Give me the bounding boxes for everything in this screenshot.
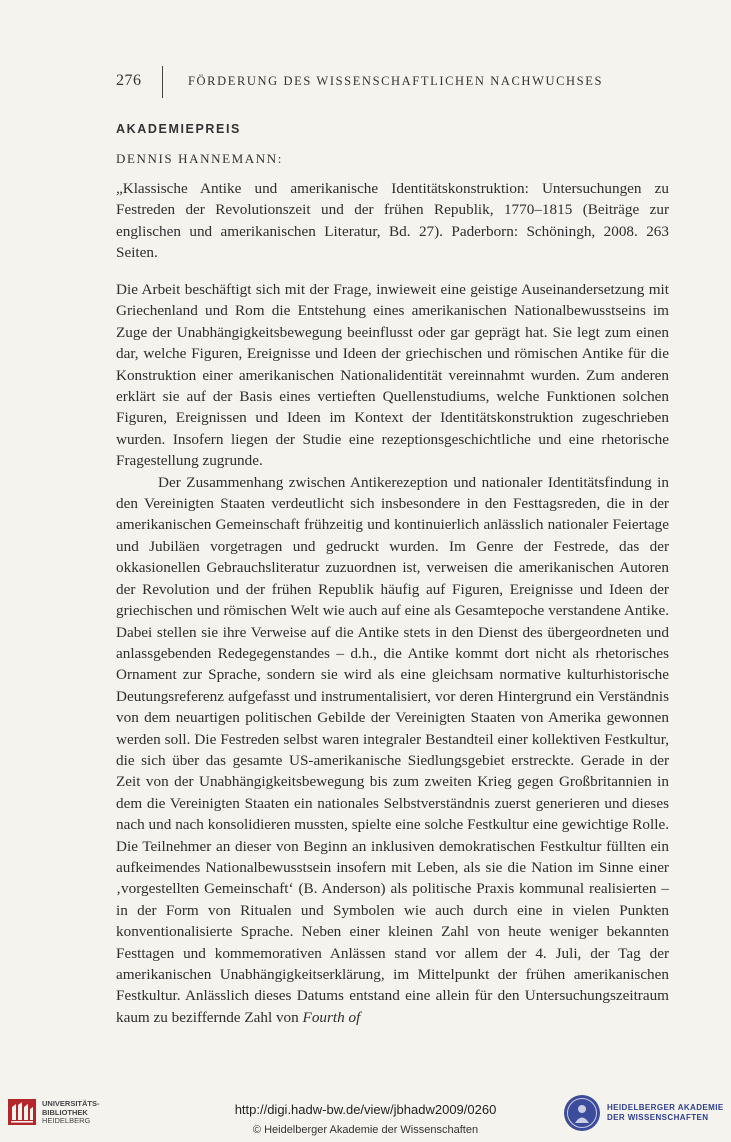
author-name: DENNIS HANNEMANN:	[116, 151, 283, 166]
paragraph-italic-tail: Fourth of	[302, 1008, 361, 1026]
source-url-link[interactable]: http://digi.hadw-bw.de/view/jbhadw2009/0260	[234, 1102, 497, 1117]
running-title: FÖRDERUNG DES WISSENSCHAFTLICHEN NACHWUCHSES	[188, 74, 603, 88]
library-logo-line: HEIDELBERG	[42, 1116, 91, 1126]
academy-logo-line: DER WISSENSCHAFTEN	[607, 1113, 709, 1122]
paragraph: Die Arbeit beschäftigt sich mit der Frage, inwieweit eine geistige Auseinandersetzung mit Griechenland und Rom die Entstehung eines amerikanischen Nationalbewusstseins im Zuge der Unabhängigkeitsbewegung beeinflusst oder gar geprägt hat. Sie legt zum einen dar, welche Figuren, Ereignisse und Ideen der griechischen und römischen Antike für die Konstruktion einer amerikanischen Nationalidentität vereinnahmt wurden. Zum anderen erklärt sie auf der Basis eines vertieften Quellenstudiums, welche Funktionen solchen Figuren, Ereignissen und Ideen im Kontext der Identitätskonstruktion zugeschrieben wurden. Insofern liegen der Studie eine rezeptionsgeschichtliche und eine rhetorische Fragestellung zugrunde.	[116, 281, 669, 470]
library-logo-line: UNIVERSITÄTS-	[42, 1099, 100, 1108]
header-divider	[162, 66, 163, 98]
paragraph-text: Der Zusammenhang zwischen Antikerezeption und nationaler Identitätsfindung in den Vereinigten Staaten verdeutlicht sich insbesondere in den Festtagsreden, die in der amerikanischen Gemeinschaft frühzeitig und kontinuierlich anlässlich nationaler Feiertage und Jubiläen vorgetragen und gedruckt wurden. Im Genre der Festrede, das der okkasionellen Gebrauchsliteratur zuzuordnen ist, verweisen die amerikanischen Autoren der Revolution und der frühen Republik häufig auf Figuren, Ereignisse und Ideen der griechischen und römischen Welt wie auch auf eine als Gesamtepoche verstandene Antike. Dabei stellen sie ihre Verweise auf die Antike stets in den Dienst des übergeordneten und anlassgebenden Redegegenstandes – d.h., die Antike kommt dort nicht als rhetorisches Ornament zur Sprache, sondern sie wird als eine gleichsam normative kulturhistorische Deutungsreferenz aufgefasst und instrumentalisiert, vor deren Hintergrund ein Verständnis von dem neuartigen politischen Gebilde der Vereinigten Staaten von Amerika gewonnen werden soll. Die Festreden selbst waren integraler Bestandteil einer kollektiven Festkultur, die sich über das gesamte US-amerikanische Siedlungsgebiet erstreckte. Gerade in der Zeit von der Unabhängigkeitsbewegung bis zum zweiten Krieg gegen Großbritannien in dem die Vereinigten Staaten ein nationales Selbstverständnis zuerst generieren und dieses nach und nach konsolidieren mussten, spielte eine solche Festkultur eine gewichtige Rolle. Die Teilnehmer an dieser von Beginn an inklusiven demokratischen Festkultur füllten ein aufkeimendes Nationalbewusstsein insofern mit Leben, als sie die Nation im Sinne einer ‚vorgestellten Gemeinschaft‘ (B. Anderson) als politische Praxis kommunal realisierten – in der Form von Ritualen und Symbolen wie auch durch eine in vielen Punkten konventionalisierte Sprache. Neben einer kleinen Zahl von heute weniger bekannten Festtagen und kommemorativen Anlässen stand vor allem der 4. Juli, der Tag der amerikanischen Unabhängigkeitserklärung, im Mittelpunkt der frühen amerikanischen Festkultur. Anlässlich dieses Datums entstand eine allein für den Untersuchungszeitraum kaum zu beziffernde Zahl von	[116, 473, 669, 1026]
running-head	[116, 66, 676, 98]
book-citation: „Klassische Antike und amerikanische Identitätskonstruktion: Untersuchungen zu Festreden der Revolutionszeit und der frühen Republik, 1770–1815 (Beiträge zur englischen und amerikanischen Literatur, Bd. 27). Paderborn: Schöningh, 2008. 263 Seiten.	[116, 180, 669, 262]
academy-seal-icon	[563, 1094, 601, 1132]
academy-logo[interactable]	[563, 1094, 727, 1134]
library-logo-line: BIBLIOTHEK	[42, 1107, 88, 1117]
paragraph	[116, 472, 669, 1029]
section-label: AKADEMIEPREIS	[116, 122, 241, 136]
academy-logo-line: HEIDELBERGER AKADEMIE	[607, 1103, 724, 1112]
academy-logo-text	[607, 1103, 724, 1123]
copyright-notice: © Heidelberger Akademie der Wissenschaften	[252, 1124, 479, 1136]
page-number: 276	[116, 72, 142, 89]
body-text	[116, 279, 669, 1028]
